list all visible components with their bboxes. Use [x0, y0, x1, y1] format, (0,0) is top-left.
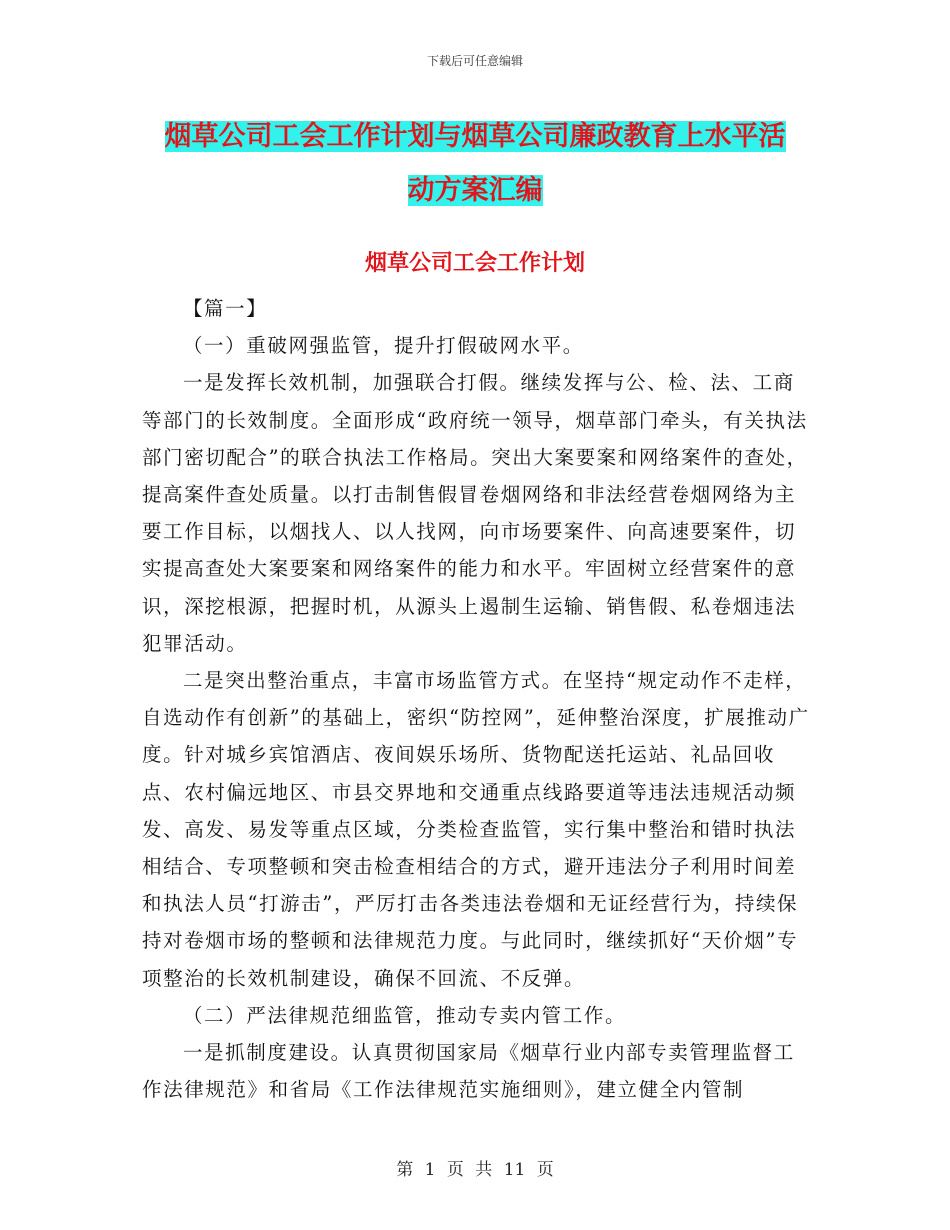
document-title — [140, 110, 810, 218]
document-title-line-1: 烟草公司工会工作计划与烟草公司廉政教育上水平活 — [164, 121, 786, 152]
paragraph-1: 一是发挥长效机制，加强联合打假。继续发挥与公、检、法、工商等部门的长效制度。全面形成“政府统一领导，烟草部门牵头，有关执法部门密切配合”的联合执法工作格局。突出大案要案和网络案件的查处，提高案件查处质量。以打击制售假冒卷烟网络和非法经营卷烟网络为主要工作目标，以烟找人、以人找网，向市场要案件、向高速要案件，切实提高查处大案要案和网络案件的能力和水平。牢固树立经营案件的意识，深挖根源，把握时机，从源头上遏制生运输、销售假、私卷烟违法犯罪活动。 — [142, 371, 808, 655]
document-body — [142, 290, 810, 1108]
heading-1: （一）重破网强监管，提升打假破网水平。 — [182, 334, 584, 358]
section-title: 烟草公司工会工作计划 — [364, 250, 585, 276]
heading-2: （二）严法律规范细监管，推动专卖内管工作。 — [182, 1003, 627, 1027]
header-note: 下载后可任意编辑 — [426, 54, 523, 68]
section-label: 【篇一】 — [182, 297, 268, 320]
paragraph-2: 二是突出整治重点，丰富市场监管方式。在坚持“规定动作不走样，自选动作有创新”的基础上，密织“防控网”，延伸整治深度，扩展推动广度。针对城乡宾馆酒店、夜间娱乐场所、货物配送托运站、礼品回收点、农村偏远地区、市县交界地和交通重点线路要道等违法违规活动频发、高发、易发等重点区域，分类检查监管，实行集中整治和错时执法相结合、专项整顿和突击检查相结合的方式，避开违法分子利用时间差和执法人员“打游击”，严厉打击各类违法卷烟和无证经营行为，持续保持对卷烟市场的整顿和法律规范力度。与此同时，继续抓好“天价烟”专项整治的长效机制建设，确保不回流、不反弹。 — [142, 669, 810, 990]
document-title-line-2: 动方案汇编 — [407, 175, 543, 206]
paragraph-3: 一是抓制度建设。认真贯彻国家局《烟草行业内部专卖管理监督工作法律规范》和省局《工作法律规范实施细则》，建立健全内管制 — [142, 1041, 795, 1102]
page-number: 第 1 页 共 11 页 — [396, 1160, 554, 1180]
